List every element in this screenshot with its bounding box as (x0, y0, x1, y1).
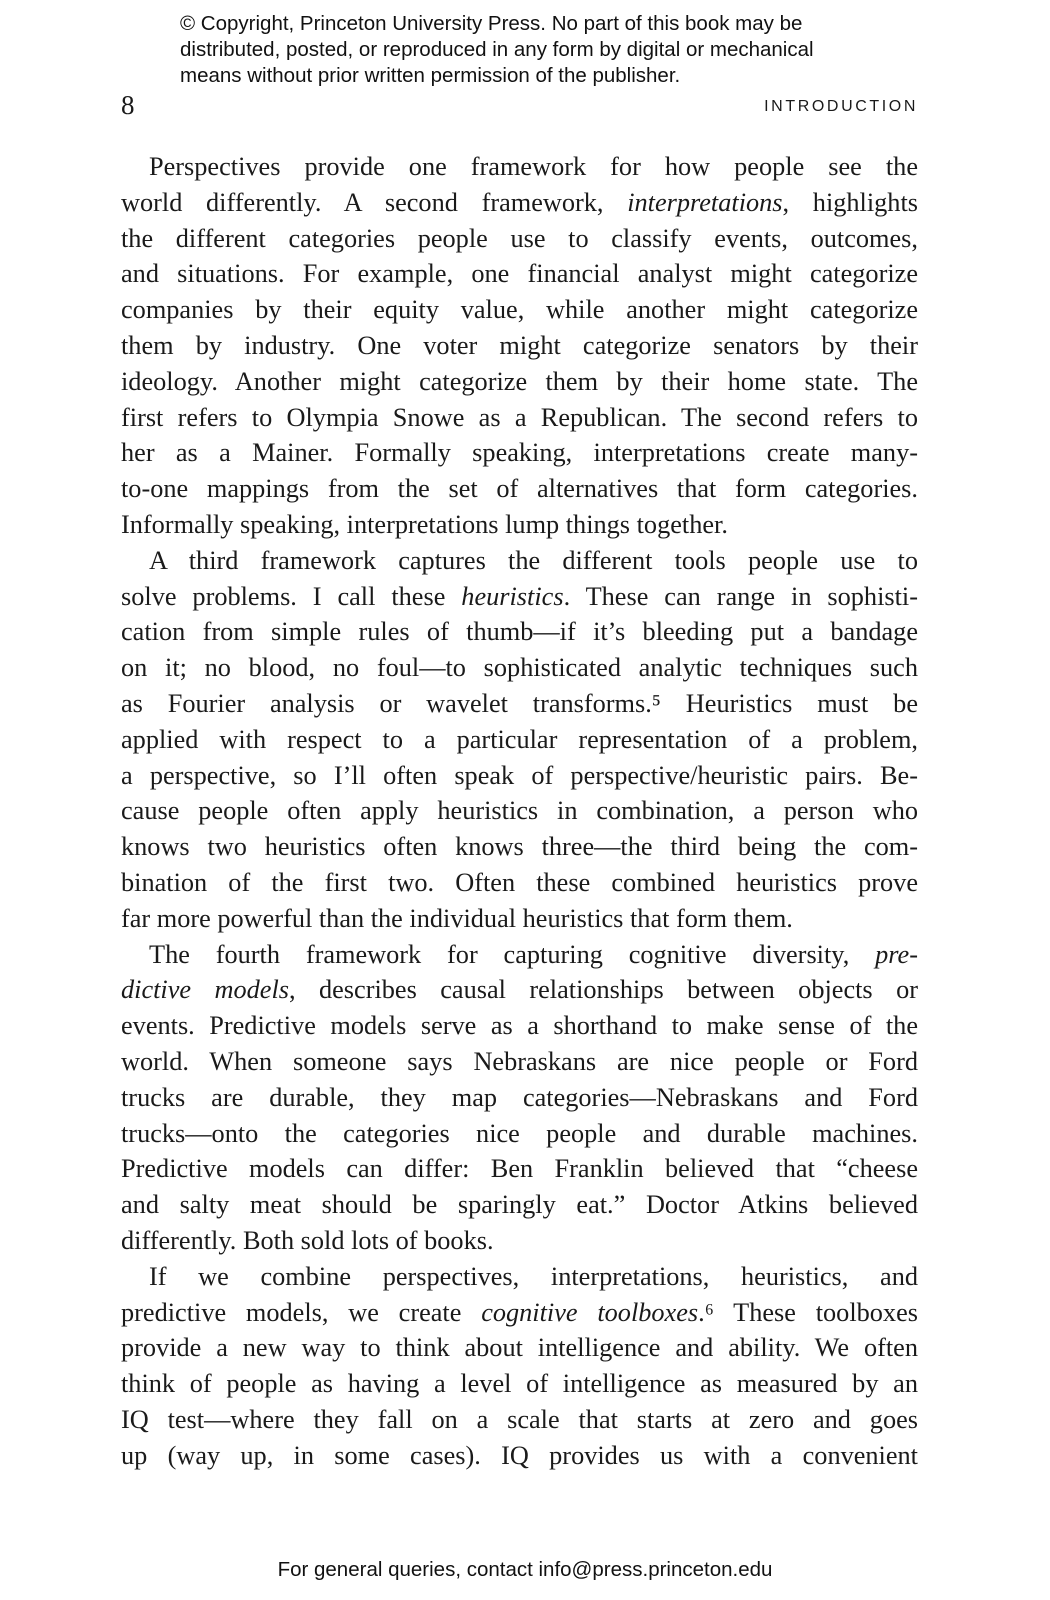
text-line: cause people often apply heuristics in combination, a person who (121, 796, 918, 826)
text-line: IQ test—where they fall on a scale that starts at zero and goes (121, 1404, 918, 1434)
text-line: as Fourier analysis or wavelet transforms.⁵ Heuristics must be (121, 688, 918, 718)
text-line: cation from simple rules of thumb—if it’s bleeding put a bandage (121, 617, 918, 647)
text-line: far more powerful than the individual heuristics that form them. (121, 903, 793, 933)
text-line: Perspectives provide one framework for how people see the (149, 152, 918, 181)
text-line: a perspective, so I’ll often speak of perspective/heuristic pairs. Be- (121, 760, 918, 790)
italic-term: heuristics (461, 581, 564, 611)
paragraph (121, 149, 918, 543)
text-line: to-one mappings from the set of alternatives that form categories. (121, 474, 918, 504)
text-line: predictive models, we create cognitive toolboxes.⁶ These toolboxes (121, 1297, 918, 1327)
text-line: world differently. A second framework, interpretations, highlights (121, 187, 918, 217)
text-line: first refers to Olympia Snowe as a Republican. The second refers to (121, 402, 918, 432)
italic-term: pre- (875, 939, 918, 969)
text-line: her as a Mainer. Formally speaking, interpretations create many- (121, 438, 918, 468)
text-line: knows two heuristics often knows three—the third being the com- (121, 832, 918, 862)
text-line: think of people as having a level of intelligence as measured by an (121, 1369, 918, 1399)
paragraph (121, 1259, 918, 1474)
page-number: 8 (121, 90, 135, 120)
text-line: and salty meat should be sparingly eat.” Doctor Atkins believed (121, 1190, 918, 1220)
copyright-line: distributed, posted, or reproduced in any form by digital or mechanical (180, 38, 814, 61)
text-line: Predictive models can differ: Ben Franklin believed that “cheese (121, 1154, 918, 1184)
copyright-line: means without prior written permission of the publisher. (180, 64, 681, 87)
text-line: A third framework captures the different tools people use to (149, 545, 918, 575)
text-line: differently. Both sold lots of books. (121, 1225, 494, 1255)
text-line: provide a new way to think about intelligence and ability. We often (121, 1333, 918, 1363)
body-text (121, 149, 918, 1473)
text-line: on it; no blood, no foul—to sophisticated analytic techniques such (121, 653, 918, 683)
footer-contact: For general queries, contact info@press.princeton.edu (277, 1558, 773, 1581)
text-line: the different categories people use to classify events, outcomes, (121, 223, 918, 253)
text-line: If we combine perspectives, interpretations, heuristics, and (149, 1261, 918, 1291)
text-line: dictive models, describes causal relationships between objects or (121, 975, 918, 1005)
text-line: trucks—onto the categories nice people and durable machines. (121, 1118, 918, 1148)
text-line: ideology. Another might categorize them by their home state. The (121, 366, 918, 396)
text-line: Informally speaking, interpretations lump things together. (121, 509, 728, 539)
paragraph (121, 543, 918, 937)
text-line: world. When someone says Nebraskans are nice people or Ford (121, 1046, 918, 1076)
copyright-line: © Copyright, Princeton University Press. No part of this book may be (180, 12, 803, 35)
text-line: bination of the first two. Often these combined heuristics prove (121, 867, 918, 897)
text-line: solve problems. I call these heuristics. These can range in sophisti- (121, 581, 918, 611)
text-line: and situations. For example, one financial analyst might categorize (121, 259, 918, 289)
text-line: applied with respect to a particular representation of a problem, (121, 724, 918, 754)
running-head: INTRODUCTION (764, 98, 918, 115)
text-line: up (way up, in some cases). IQ provides us with a convenient (121, 1440, 918, 1470)
italic-term: cognitive toolboxes (481, 1297, 699, 1327)
paragraph (121, 937, 918, 1259)
italic-term: interpretations (627, 187, 783, 217)
text-line: The fourth framework for capturing cognitive diversity, pre- (149, 939, 918, 969)
text-line: companies by their equity value, while another might categorize (121, 295, 918, 325)
italic-term: dictive models (121, 975, 289, 1005)
copyright-notice (180, 11, 814, 89)
text-line: trucks are durable, they map categories—Nebraskans and Ford (121, 1082, 918, 1112)
text-line: events. Predictive models serve as a shorthand to make sense of the (121, 1011, 918, 1041)
text-line: them by industry. One voter might categorize senators by their (121, 330, 918, 360)
